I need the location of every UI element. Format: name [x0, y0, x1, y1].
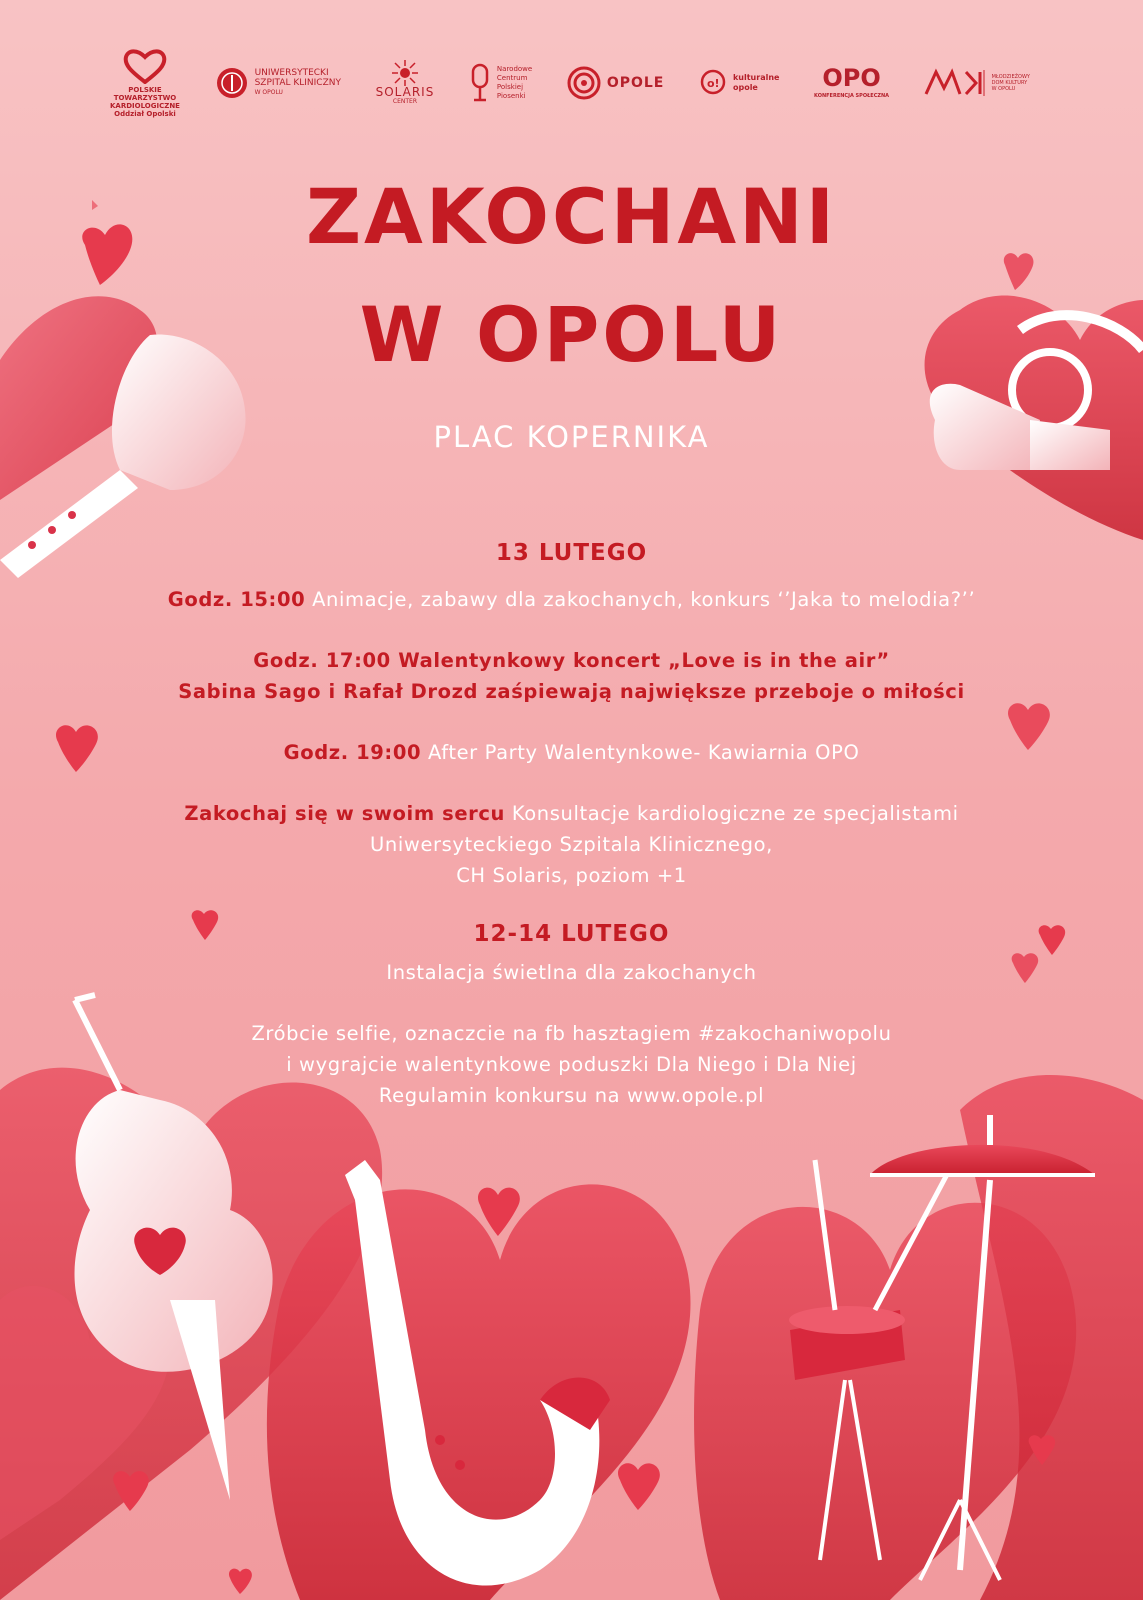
logo-opo-sub: KONFERENCJA SPOŁECZNA: [814, 93, 890, 99]
heart-logo-icon: [122, 48, 168, 84]
venue-subtitle: PLAC KOPERNIKA: [433, 420, 710, 454]
event-1-desc: Animacje, zabawy dla zakochanych, konkurs ‘’Jaka to melodia?’’: [305, 588, 976, 611]
logo-solaris-sub: CENTER: [392, 98, 417, 105]
page-title: [0, 158, 1143, 394]
logo-ptk-text: POLSKIE TOWARZYSTWO KARDIOLOGICZNE Oddział Opolski: [110, 86, 180, 118]
logo-opole-text: OPOLE: [606, 75, 665, 91]
logo-usk-text: UNIWERSYTECKI SZPITAL KLINICZNY: [254, 68, 341, 88]
day1-date: 13 LUTEGO: [495, 540, 648, 566]
logo-mdk-text: MŁODZIEŻOWY DOM KULTURY W OPOLU: [991, 74, 1030, 92]
selfie-line-1: Zróbcie selfie, oznaczcie na fb hasztagiem #zakochaniwopolu: [251, 1022, 892, 1045]
sun-icon: [390, 60, 420, 86]
opole-circle-icon: [567, 66, 601, 100]
day2-date: 12-14 LUTEGO: [473, 921, 670, 947]
event-program: [70, 540, 1073, 1111]
logo-mdk: [924, 68, 1030, 98]
event-3-desc: After Party Walentynkowe- Kawiarnia OPO: [421, 741, 860, 764]
logo-solaris: [376, 60, 435, 106]
event-4-line3: CH Solaris, poziom +1: [456, 864, 687, 887]
selfie-line-2: i wygrajcie walentynkowe poduszki Dla Niego i Dla Niej: [286, 1053, 857, 1076]
selfie-line-3: Regulamin konkursu na www.opole.pl: [378, 1084, 765, 1107]
logo-opo: [814, 66, 889, 100]
logo-usk-sub: W OPOLU: [254, 89, 283, 96]
logo-kulturalne: [699, 69, 779, 97]
logo-opo-text: OPO: [822, 64, 881, 92]
logo-ncpp-text: Narodowe Centrum Polskiej Piosenki: [496, 65, 533, 100]
mdk-mark-icon: [924, 68, 986, 98]
svg-text:o!: o!: [706, 77, 720, 90]
logo-usk: [215, 66, 341, 100]
event-3-time: Godz. 19:00: [283, 741, 422, 764]
event-1: [70, 584, 1073, 615]
event-4: [70, 798, 1073, 829]
installation-text: Instalacja świetlna dla zakochanych: [386, 961, 757, 984]
logo-ncpp: [469, 63, 532, 103]
logo-kulturalne-text: kulturalne opole: [732, 73, 780, 92]
speech-bubble-icon: [699, 69, 727, 97]
event-4-title: Zakochaj się w swoim sercu: [184, 802, 506, 825]
event-4-desc: Konsultacje kardiologiczne ze specjalistami: [505, 802, 959, 825]
logo-solaris-text: SOLARIS: [375, 85, 435, 99]
title-line-2: W OPOLU: [359, 290, 784, 379]
microphone-icon: [469, 63, 491, 103]
hospital-seal-icon: [215, 66, 249, 100]
event-4-line2: Uniwersyteckiego Szpitala Klinicznego,: [370, 833, 773, 856]
event-1-time: Godz. 15:00: [167, 588, 306, 611]
logo-opole: [567, 66, 665, 100]
event-2-desc: Sabina Sago i Rafał Drozd zaśpiewają największe przeboje o miłości: [178, 680, 965, 703]
title-line-1: ZAKOCHANI: [305, 172, 838, 261]
logo-ptk: [110, 48, 180, 118]
event-3: [70, 737, 1073, 768]
event-2-title: Godz. 17:00 Walentynkowy koncert „Love is in the air”: [253, 649, 890, 672]
partner-logos: [110, 48, 1030, 118]
